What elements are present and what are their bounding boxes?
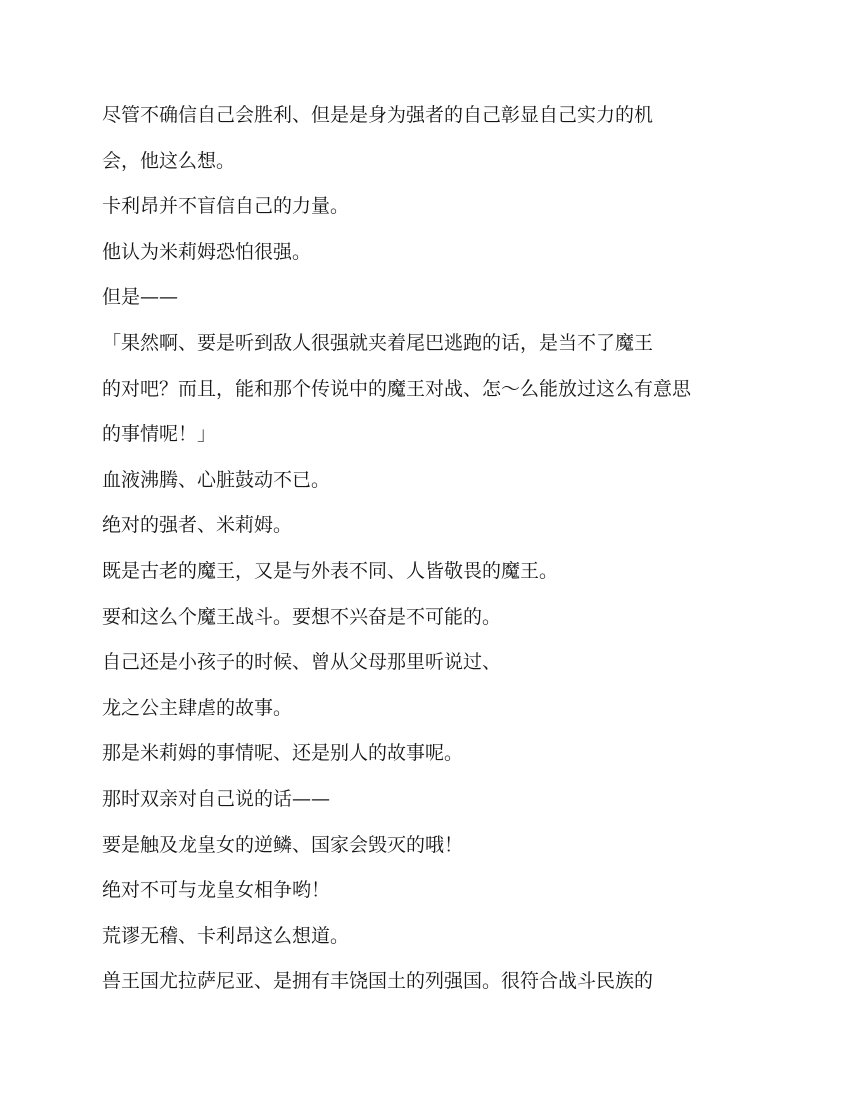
text-line: 要是触及龙皇女的逆鳞、国家会毁灭的哦！	[102, 833, 464, 856]
text-line: 「果然啊、要是听到敌人很强就夹着尾巴逃跑的话，是当不了魔王	[102, 331, 654, 354]
text-line: 绝对不可与龙皇女相争哟！	[102, 879, 331, 902]
text-line: 卡利昂并不盲信自己的力量。	[102, 195, 350, 218]
text-line: 龙之公主肆虐的故事。	[102, 696, 293, 719]
text-line: 绝对的强者、米莉姆。	[102, 514, 293, 537]
text-line: 血液沸腾、心脏鼓动不已。	[102, 468, 331, 491]
text-line: 自己还是小孩子的时候、曾从父母那里听说过、	[102, 651, 502, 674]
text-line: 那时双亲对自己说的话——	[102, 787, 331, 810]
text-line: 会，他这么想。	[102, 149, 236, 172]
text-line: 他认为米莉姆恐怕很强。	[102, 240, 312, 263]
text-line: 既是古老的魔王，又是与外表不同、人皆敬畏的魔王。	[102, 559, 559, 582]
text-line: 但是——	[102, 286, 179, 309]
text-line: 兽王国尤拉萨尼亚、是拥有丰饶国土的列强国。很符合战斗民族的	[102, 970, 654, 993]
text-line: 尽管不确信自己会胜利、但是是身为强者的自己彰显自己实力的机	[102, 104, 654, 126]
text-line: 的对吧？而且，能和那个传说中的魔王对战、怎～么能放过这么有意思	[102, 377, 692, 400]
text-line: 的事情呢！」	[102, 423, 217, 446]
text-line: 要和这么个魔王战斗。要想不兴奋是不可能的。	[102, 605, 502, 628]
text-line: 荒谬无稽、卡利昂这么想道。	[102, 924, 350, 947]
text-body	[102, 93, 762, 1005]
text-line: 那是米莉姆的事情呢、还是别人的故事呢。	[102, 742, 464, 765]
